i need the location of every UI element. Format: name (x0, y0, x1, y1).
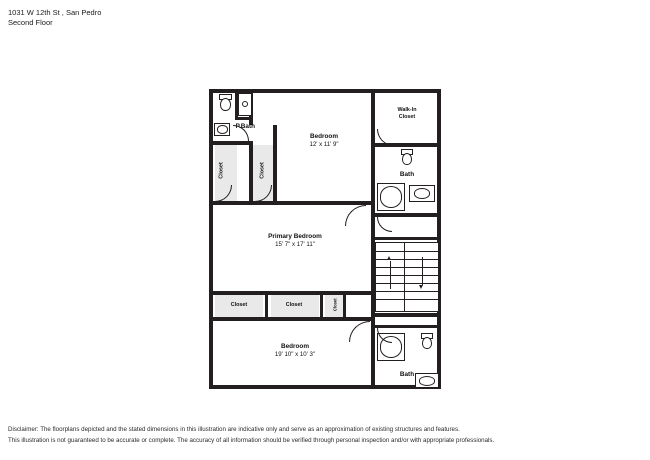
room-label-closet-row-2 (271, 302, 317, 309)
primary-name: Primary Bedroom (268, 233, 322, 240)
floorplan-drawing (205, 85, 445, 395)
wall-horizontal-closets-bottom (209, 201, 277, 205)
stair-arrow-down-stem (422, 257, 423, 285)
walkin-line-2: Closet (398, 113, 416, 120)
closet-v3-name: Closet (332, 298, 338, 312)
staircase (375, 242, 439, 312)
wall-vertical-closetrow-div1 (265, 295, 268, 317)
wall-bottom (209, 385, 441, 389)
plan-header (8, 8, 101, 28)
disclaimer-line-1: Disclaimer: The floorplans depicted and the stated dimensions in this illustration are indicative only and serve as an approximation of existing structures and features. (8, 426, 460, 433)
door-bath-upper (377, 217, 392, 232)
room-label-walkin-closet (377, 107, 437, 121)
disclaimer (8, 425, 628, 447)
stair-arrow-up-icon (387, 256, 391, 260)
wall-horizontal-closetrow-bottom (209, 317, 375, 321)
room-label-closet-row-3 (332, 284, 337, 326)
wall-left (209, 89, 213, 389)
primary-dimensions: 15' 7" x 17' 11" (275, 241, 315, 249)
wall-vertical-closetrow-div2 (320, 295, 323, 317)
tub-basin-bath-upper (380, 186, 402, 208)
stair-arrow-down-icon (419, 285, 423, 289)
wall-horizontal-walkin-bottom (371, 143, 441, 147)
bedroom-2-name: Bedroom (280, 343, 310, 350)
sink-basin-pbath (217, 125, 228, 134)
wall-horizontal-primary-bottom (209, 291, 375, 295)
sink-basin-bath-upper (414, 188, 430, 199)
disclaimer-line-2: This illustration is not guaranteed to be accurate or complete. The accuracy of all information should be verified through personal inspection and/or with appropriate professionals. (8, 436, 495, 444)
room-label-bedroom-1 (275, 133, 373, 149)
bedroom-2-dimensions: 19' 10" x 10' 3" (274, 351, 316, 359)
pbath-name: P.Bath (235, 123, 255, 130)
room-label-primary-bedroom (225, 233, 365, 249)
walkin-line-1: Walk-In (397, 107, 417, 113)
wall-horizontal-bedroom1-bottom (273, 201, 375, 205)
door-jamb-bedroom-1 (363, 201, 366, 205)
toilet-bowl-bath-lower (422, 337, 432, 349)
floor-label: Second Floor (8, 18, 53, 28)
wall-vertical-bottom-stub (209, 367, 212, 389)
wall-horizontal-stair-bottom (371, 313, 441, 317)
stair-arrow-up-stem (390, 261, 391, 289)
property-address: 1031 W 12th St , San Pedro (8, 8, 102, 17)
room-dimensions: 12' x 11' 9" (309, 141, 339, 149)
closet-h1-name: Closet (230, 302, 248, 308)
toilet-bowl-pbath (220, 98, 231, 111)
room-label-bedroom-2 (225, 343, 365, 359)
sink-basin-bath-lower (419, 376, 435, 386)
shower-drain-pbath (242, 101, 248, 107)
wall-vertical-closet-left (249, 141, 253, 205)
closet-v2-name: Closet (259, 162, 266, 179)
room-label-closet-row-1 (217, 302, 261, 309)
bath-lower-name: Bath (399, 371, 415, 378)
wall-horizontal-bath-top-inner (235, 117, 253, 120)
wall-horizontal-pbath-bottom (209, 141, 253, 145)
door-jamb-primary (367, 317, 370, 321)
room-label-bath-upper (377, 171, 437, 179)
wall-vertical-closetrow-div3 (343, 295, 346, 317)
wall-horizontal-stair-top (371, 237, 441, 240)
door-primary-bedroom (349, 321, 370, 342)
door-bedroom-1 (345, 205, 366, 226)
bath-upper-name: Bath (399, 171, 415, 178)
room-name: Bedroom (309, 133, 339, 140)
toilet-bowl-bath-upper (402, 153, 412, 165)
closet-h2-name: Closet (285, 302, 303, 308)
closet-v1-name: Closet (218, 162, 225, 179)
